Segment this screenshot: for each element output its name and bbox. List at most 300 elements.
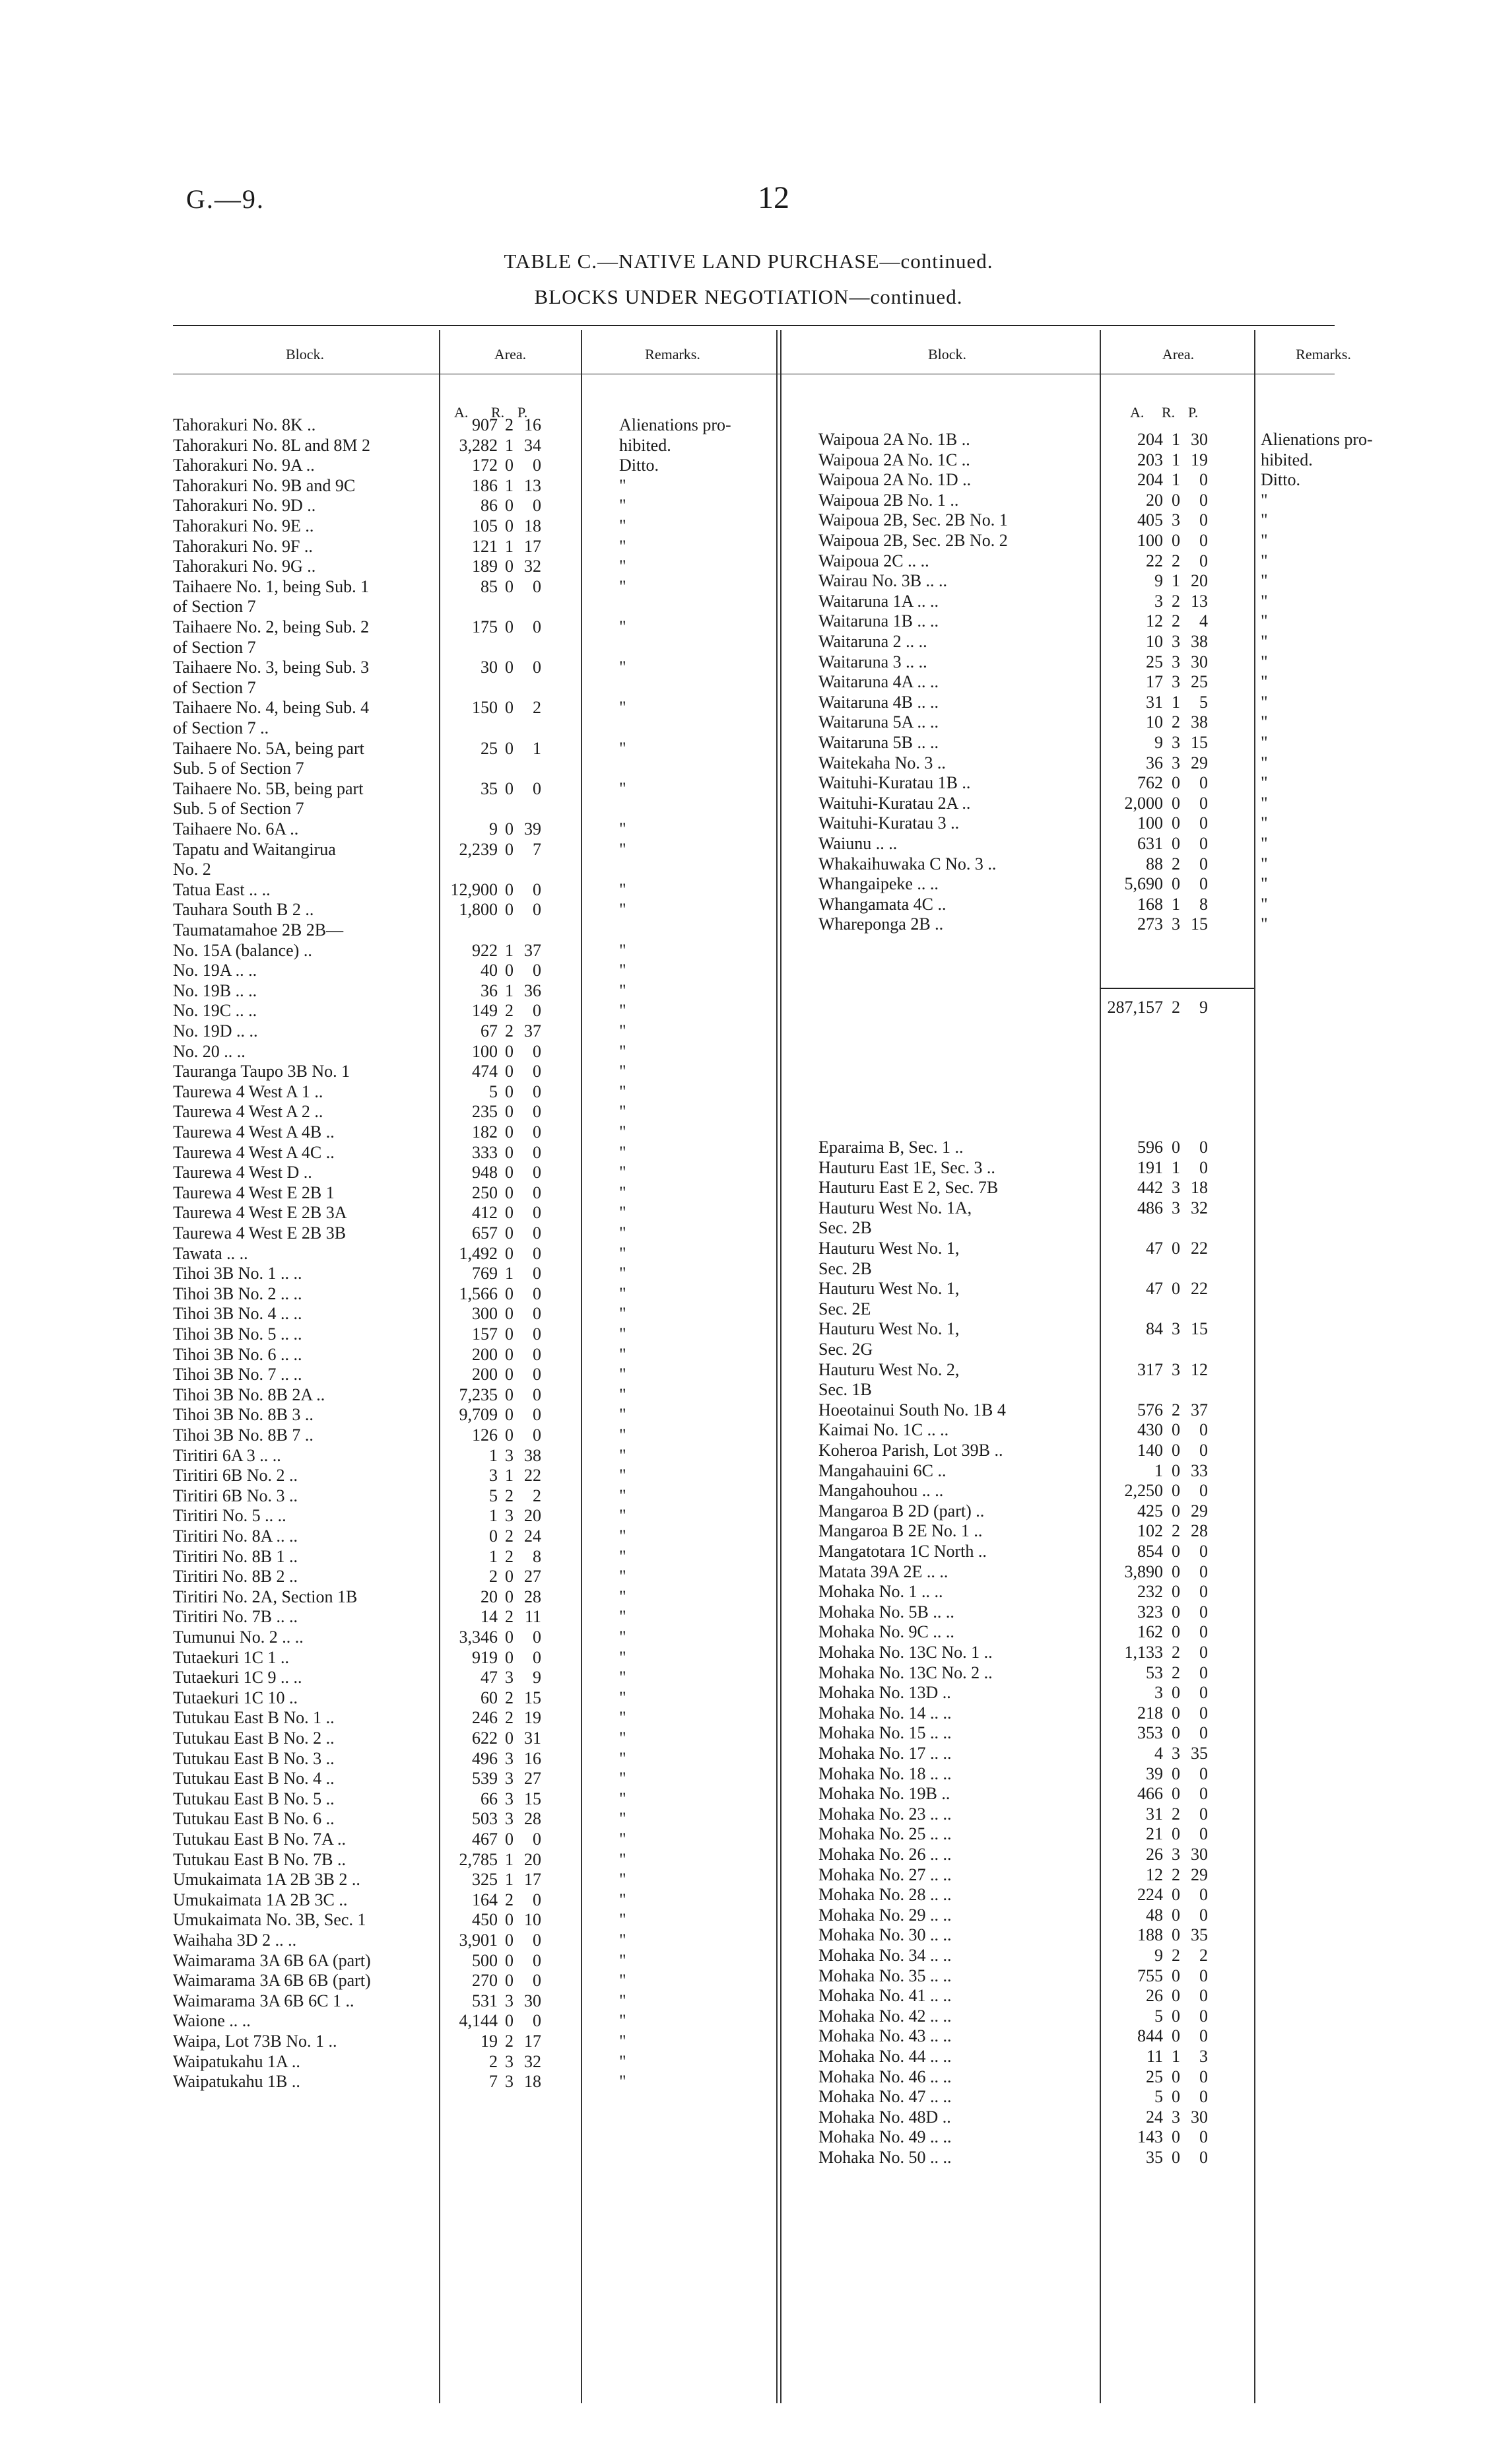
area-acres: 100 (1137, 813, 1163, 833)
area-roods: 0 (1172, 1420, 1180, 1440)
area-roods: 1 (505, 980, 514, 1000)
block-name: Sec. 2B (818, 1218, 872, 1238)
area-roods: 2 (1172, 1865, 1180, 1884)
block-name: Mohaka No. 50 .. .. (818, 2148, 952, 2167)
block-name: Waimarama 3A 6B 6B (part) (173, 1971, 371, 1991)
block-name: Taihaere No. 2, being Sub. 2 (173, 617, 370, 636)
area-roods: 0 (505, 1142, 514, 1162)
area-acres: 10 (1146, 712, 1163, 732)
area-acres: 353 (1137, 1723, 1163, 1743)
area-acres: 25 (481, 738, 498, 758)
area-perches: 0 (1199, 1986, 1208, 2006)
area-perches: 37 (524, 940, 541, 960)
block-name: Taihaere No. 1, being Sub. 1 (173, 576, 370, 596)
area-acres: 22 (1146, 551, 1163, 570)
area-roods: 0 (1172, 490, 1180, 510)
area-acres: 270 (472, 1971, 498, 1991)
area-perches: 0 (533, 1203, 541, 1223)
remarks: " (1261, 551, 1268, 570)
area-perches: 0 (533, 1344, 541, 1364)
block-name: Waitaruna 4A .. .. (818, 672, 939, 692)
area-roods: 2 (1172, 591, 1180, 611)
area-acres: 35 (481, 778, 498, 798)
remarks: " (619, 1324, 626, 1344)
block-name: Taurewa 4 West A 4C .. (173, 1142, 335, 1162)
remarks: " (619, 1001, 626, 1021)
area-perches: 28 (524, 1809, 541, 1829)
area-perches: 0 (533, 1041, 541, 1061)
area-acres: 405 (1137, 510, 1163, 530)
block-name: Waitaruna 1B .. .. (818, 611, 939, 631)
area-acres: 5 (1154, 2006, 1163, 2026)
block-name: Tutukau East B No. 3 .. (173, 1748, 335, 1768)
area-acres: 66 (481, 1789, 498, 1808)
area-roods: 0 (1172, 2006, 1180, 2026)
area-acres: 48 (1146, 1905, 1163, 1925)
area-perches: 27 (524, 1769, 541, 1789)
block-name: Matata 39A 2E .. .. (818, 1561, 948, 1581)
area-perches: 37 (1191, 1400, 1208, 1420)
area-roods: 0 (505, 1405, 514, 1425)
block-name: Waituhi-Kuratau 2A .. (818, 793, 971, 813)
remarks: " (619, 1830, 626, 1849)
area-perches: 13 (1191, 591, 1208, 611)
block-name: Mangahouhou .. .. (818, 1481, 944, 1501)
area-perches: 24 (524, 1526, 541, 1546)
block-name: Taihaere No. 4, being Sub. 4 (173, 698, 370, 718)
vrule-1 (439, 330, 440, 2403)
area-roods: 0 (1172, 1582, 1180, 1602)
block-name: Waituhi-Kuratau 1B .. (818, 773, 971, 793)
area-perches: 15 (524, 1789, 541, 1808)
area-roods: 0 (505, 879, 514, 899)
area-roods: 3 (1172, 1178, 1180, 1198)
remarks: " (619, 1991, 626, 2010)
block-name: Mohaka No. 15 .. .. (818, 1723, 952, 1743)
area-perches: 0 (533, 617, 541, 636)
area-perches: 0 (533, 1385, 541, 1404)
block-name: Kaimai No. 1C .. .. (818, 1420, 949, 1440)
area-acres: 246 (472, 1708, 498, 1728)
area-acres: 100 (1137, 531, 1163, 550)
vrule-2 (581, 330, 582, 2403)
block-name: Tihoi 3B No. 8B 2A .. (173, 1385, 325, 1404)
block-name: Hauturu West No. 1, (818, 1239, 960, 1258)
area-roods: 0 (505, 1830, 514, 1849)
remarks: " (619, 1062, 626, 1081)
remarks: " (1261, 510, 1268, 530)
block-name: Tiritiri No. 8B 1 .. (173, 1546, 298, 1566)
area-acres: 450 (472, 1910, 498, 1930)
area-roods: 0 (505, 778, 514, 798)
remarks: " (1261, 834, 1268, 853)
area-perches: 30 (1191, 430, 1208, 449)
area-perches: 32 (524, 2051, 541, 2071)
area-acres: 11 (1146, 2047, 1163, 2066)
area-perches: 5 (1199, 692, 1208, 712)
area-perches: 0 (533, 1264, 541, 1283)
remarks: " (619, 1688, 626, 1707)
area-roods: 0 (505, 1647, 514, 1667)
area-roods: 3 (1172, 753, 1180, 772)
area-roods: 2 (505, 1001, 514, 1021)
area-roods: 0 (505, 496, 514, 516)
block-name: Mohaka No. 48D .. (818, 2107, 951, 2127)
remarks: " (619, 1607, 626, 1627)
block-name: Sub. 5 of Section 7 (173, 799, 304, 819)
area-roods: 0 (505, 839, 514, 859)
area-acres: 442 (1137, 1178, 1163, 1198)
block-name: Tawata .. .. (173, 1243, 248, 1263)
area-roods: 3 (505, 1769, 514, 1789)
remarks: " (619, 1041, 626, 1061)
area-acres: 755 (1137, 1966, 1163, 1985)
area-perches: 0 (1199, 551, 1208, 570)
area-roods: 0 (1172, 1784, 1180, 1804)
block-name: Taihaere No. 5B, being part (173, 778, 364, 798)
area-roods: 1 (505, 1264, 514, 1283)
area-perches: 18 (1191, 1178, 1208, 1198)
area-roods: 0 (505, 617, 514, 636)
area-roods: 0 (505, 1122, 514, 1142)
area-acres: 1,566 (459, 1283, 498, 1303)
area-acres: 191 (1137, 1157, 1163, 1177)
block-name: Tahorakuri No. 8K .. (173, 415, 316, 434)
block-name: No. 19B .. .. (173, 980, 257, 1000)
area-acres: 287,157 (1107, 998, 1163, 1017)
area-perches: 0 (1199, 1420, 1208, 1440)
col-area-left: Area. (494, 346, 527, 362)
area-roods: 0 (505, 1304, 514, 1324)
area-acres: 164 (472, 1890, 498, 1909)
col-area-right: Area. (1162, 346, 1195, 362)
block-name: Tahorakuri No. 9G .. (173, 557, 316, 576)
area-roods: 0 (505, 1365, 514, 1385)
area-perches: 15 (1191, 733, 1208, 752)
area-acres: 40 (481, 961, 498, 980)
area-acres: 300 (472, 1304, 498, 1324)
remarks: " (619, 1931, 626, 1950)
area-acres: 854 (1137, 1542, 1163, 1561)
block-name: Waipoua 2A No. 1B .. (818, 430, 970, 449)
block-name: Tahorakuri No. 9E .. (173, 516, 314, 535)
block-name: Mohaka No. 13C No. 2 .. (818, 1662, 993, 1682)
area-acres: 31 (1146, 1804, 1163, 1824)
table-title: TABLE C.—NATIVE LAND PURCHASE—continued. (504, 250, 993, 273)
area-roods: 2 (505, 1526, 514, 1546)
remarks: " (619, 2011, 626, 2031)
area-perches: 0 (1199, 813, 1208, 833)
area-acres: 84 (1146, 1319, 1163, 1339)
area-acres: 188 (1137, 1925, 1163, 1945)
total-rule (1100, 988, 1254, 989)
block-name: Mohaka No. 49 .. .. (818, 2127, 952, 2147)
area-acres: 9 (1154, 733, 1163, 752)
remarks: " (619, 1021, 626, 1041)
area-perches: 0 (533, 1405, 541, 1425)
area-acres: 200 (472, 1344, 498, 1364)
area-roods: 0 (505, 1587, 514, 1606)
area-acres: 19 (481, 2032, 498, 2051)
area-perches: 16 (524, 415, 541, 434)
area-roods: 0 (505, 1344, 514, 1364)
area-perches: 0 (1199, 1561, 1208, 1581)
area-perches: 2 (533, 1486, 541, 1505)
area-acres: 47 (1146, 1239, 1163, 1258)
area-roods: 0 (505, 698, 514, 718)
area-acres: 496 (472, 1748, 498, 1768)
area-roods: 2 (505, 1708, 514, 1728)
area-perches: 35 (1191, 1925, 1208, 1945)
area-roods: 3 (1172, 914, 1180, 934)
area-roods: 0 (505, 658, 514, 677)
remarks: " (619, 576, 626, 596)
area-roods: 0 (505, 1102, 514, 1122)
area-roods: 0 (1172, 834, 1180, 853)
block-name: Tutaekuri 1C 9 .. .. (173, 1668, 302, 1688)
block-name: Taurewa 4 West D .. (173, 1163, 312, 1182)
block-name: Waitaruna 1A .. .. (818, 591, 939, 611)
area-acres: 143 (1137, 2127, 1163, 2147)
area-acres: 47 (481, 1668, 498, 1688)
col-block-left: Block. (285, 346, 325, 362)
remarks: " (619, 1466, 626, 1486)
area-acres: 235 (472, 1102, 498, 1122)
area-acres: 430 (1137, 1420, 1163, 1440)
area-acres: 60 (481, 1688, 498, 1707)
block-name: Mohaka No. 30 .. .. (818, 1925, 952, 1945)
remarks: " (619, 1203, 626, 1223)
area-acres: 31 (1146, 692, 1163, 712)
area-acres: 531 (472, 1991, 498, 2010)
area-perches: 0 (533, 1142, 541, 1162)
area-roods: 0 (505, 2011, 514, 2031)
document-code: G.—9. (186, 184, 265, 214)
block-name: Tihoi 3B No. 2 .. .. (173, 1283, 302, 1303)
area-acres: 325 (472, 1870, 498, 1890)
area-roods: 0 (1172, 1763, 1180, 1783)
area-roods: 2 (505, 1486, 514, 1505)
area-perches: 0 (533, 1182, 541, 1202)
area-perches: 29 (1191, 753, 1208, 772)
area-perches: 25 (1191, 672, 1208, 692)
block-name: Waitaruna 4B .. .. (818, 692, 939, 712)
area-perches: 0 (1199, 490, 1208, 510)
table-subtitle: BLOCKS UNDER NEGOTIATION—continued. (534, 285, 963, 308)
area-roods: 0 (505, 1182, 514, 1202)
remarks: " (619, 1445, 626, 1465)
block-name: Tutukau East B No. 1 .. (173, 1708, 335, 1728)
area-acres: 333 (472, 1142, 498, 1162)
remarks: " (619, 961, 626, 980)
block-name: Mohaka No. 41 .. .. (818, 1986, 952, 2006)
area-acres: 189 (472, 557, 498, 576)
block-name: Tihoi 3B No. 8B 7 .. (173, 1425, 314, 1445)
area-acres: 14 (481, 1607, 498, 1627)
area-perches: 22 (1191, 1279, 1208, 1299)
area-roods: 3 (505, 1991, 514, 2010)
area-perches: 31 (524, 1728, 541, 1748)
area-acres: 47 (1146, 1279, 1163, 1299)
remarks: " (619, 1546, 626, 1566)
remarks: " (619, 900, 626, 920)
area-roods: 2 (505, 2032, 514, 2051)
area-roods: 3 (1172, 1198, 1180, 1217)
block-name: Mohaka No. 25 .. .. (818, 1824, 952, 1844)
remarks: " (619, 1708, 626, 1728)
area-perches: 0 (1199, 1602, 1208, 1622)
area-roods: 0 (505, 1203, 514, 1223)
block-name: Taurewa 4 West A 1 .. (173, 1081, 323, 1101)
area-perches: 0 (533, 1425, 541, 1445)
block-name: Tihoi 3B No. 1 .. .. (173, 1264, 302, 1283)
area-perches: 0 (533, 576, 541, 596)
block-name: Taumatamahoe 2B 2B— (173, 920, 344, 940)
remarks: " (619, 1567, 626, 1587)
area-perches: 0 (1199, 1481, 1208, 1501)
area-perches: 0 (1199, 2006, 1208, 2026)
area-roods: 0 (505, 1041, 514, 1061)
area-perches: 0 (533, 1971, 541, 1991)
area-perches: 0 (1199, 2087, 1208, 2107)
remarks: " (1261, 490, 1268, 510)
block-name: Tatua East .. .. (173, 879, 271, 899)
remarks: " (619, 940, 626, 960)
area-perches: 0 (1199, 1542, 1208, 1561)
area-perches: 0 (1199, 834, 1208, 853)
area-acres: 12,900 (450, 879, 498, 899)
area-acres: 273 (1137, 914, 1163, 934)
vrule-5 (1254, 330, 1255, 2403)
block-name: Mohaka No. 27 .. .. (818, 1865, 952, 1884)
block-name: Mohaka No. 17 .. .. (818, 1744, 952, 1763)
area-roods: 2 (1172, 1643, 1180, 1662)
block-name: Tiritiri No. 2A, Section 1B (173, 1587, 358, 1606)
remarks: " (619, 1385, 626, 1404)
area-acres: 21 (1146, 1824, 1163, 1844)
block-name: Waipoua 2A No. 1C .. (818, 450, 970, 469)
area-perches: 38 (524, 1445, 541, 1465)
area-roods: 2 (505, 1546, 514, 1566)
remarks: " (619, 475, 626, 495)
remarks: " (1261, 894, 1268, 914)
area-acres: 86 (481, 496, 498, 516)
block-name: Mangatotara 1C North .. (818, 1542, 987, 1561)
subhead-r-left: R. (491, 404, 505, 421)
area-roods: 1 (505, 940, 514, 960)
area-perches: 16 (524, 1748, 541, 1768)
block-name: Taurewa 4 West E 2B 3B (173, 1223, 347, 1243)
area-perches: 0 (533, 1001, 541, 1021)
area-perches: 36 (524, 980, 541, 1000)
area-roods: 0 (505, 1931, 514, 1950)
area-roods: 0 (1172, 1683, 1180, 1703)
area-acres: 948 (472, 1163, 498, 1182)
area-acres: 500 (472, 1950, 498, 1970)
area-roods: 0 (1172, 2067, 1180, 2086)
area-acres: 323 (1137, 1602, 1163, 1622)
subhead-p-right: P. (1188, 404, 1199, 421)
block-name: Tapatu and Waitangirua (173, 839, 336, 859)
block-name: No. 19D .. .. (173, 1021, 258, 1041)
area-perches: 0 (533, 1931, 541, 1950)
block-name: Tumunui No. 2 .. .. (173, 1627, 304, 1647)
area-perches: 0 (1199, 510, 1208, 530)
area-perches: 0 (1199, 854, 1208, 873)
area-roods: 0 (1172, 773, 1180, 793)
remarks: " (619, 839, 626, 859)
area-roods: 0 (1172, 1986, 1180, 2006)
block-name: Waituhi-Kuratau 3 .. (818, 813, 960, 833)
area-roods: 2 (1172, 1946, 1180, 1965)
area-roods: 2 (1172, 551, 1180, 570)
area-perches: 0 (1199, 773, 1208, 793)
area-perches: 0 (533, 1324, 541, 1344)
block-name: Mohaka No. 28 .. .. (818, 1885, 952, 1905)
area-acres: 9,709 (459, 1405, 498, 1425)
block-name: Waitaruna 3 .. .. (818, 652, 927, 671)
area-perches: 0 (533, 1304, 541, 1324)
block-name: Mohaka No. 14 .. .. (818, 1703, 952, 1723)
subhead-p-left: P. (517, 404, 528, 421)
block-name: Taihaere No. 5A, being part (173, 738, 364, 758)
area-acres: 12 (1146, 1865, 1163, 1884)
remarks: " (619, 536, 626, 556)
area-perches: 37 (524, 1021, 541, 1041)
block-name: Mohaka No. 18 .. .. (818, 1763, 952, 1783)
area-acres: 172 (472, 456, 498, 475)
block-name: Waipoua 2B No. 1 .. (818, 490, 959, 510)
block-name: Tahorakuri No. 9A .. (173, 456, 315, 475)
remarks: " (619, 819, 626, 838)
vrule-4 (1100, 330, 1101, 2403)
remarks: " (1261, 712, 1268, 732)
remarks: " (619, 1344, 626, 1364)
area-roods: 0 (1172, 1501, 1180, 1521)
block-name: Tauhara South B 2 .. (173, 900, 314, 920)
area-roods: 3 (505, 1668, 514, 1688)
block-name: Sec. 2B (818, 1258, 872, 1278)
area-perches: 9 (1199, 998, 1208, 1017)
area-roods: 0 (505, 961, 514, 980)
area-perches: 0 (1199, 470, 1208, 490)
area-roods: 0 (505, 1950, 514, 1970)
area-roods: 0 (1172, 1239, 1180, 1258)
area-roods: 3 (1172, 1319, 1180, 1339)
area-roods: 3 (505, 1506, 514, 1526)
area-roods: 3 (1172, 652, 1180, 671)
block-name: Tihoi 3B No. 6 .. .. (173, 1344, 302, 1364)
area-acres: 218 (1137, 1703, 1163, 1723)
block-name: Mangahauini 6C .. (818, 1460, 947, 1480)
block-name: Hauturu East 1E, Sec. 3 .. (818, 1157, 995, 1177)
area-roods: 0 (1172, 1703, 1180, 1723)
area-acres: 12 (1146, 611, 1163, 631)
area-acres: 20 (481, 1587, 498, 1606)
area-perches: 28 (524, 1587, 541, 1606)
area-acres: 1 (489, 1445, 498, 1465)
area-perches: 0 (533, 1163, 541, 1182)
remarks: " (619, 1243, 626, 1263)
area-roods: 0 (1172, 1824, 1180, 1844)
block-name: Wairau No. 3B .. .. (818, 571, 948, 591)
remarks: " (1261, 753, 1268, 772)
area-roods: 0 (1172, 1723, 1180, 1743)
area-acres: 85 (481, 576, 498, 596)
area-perches: 29 (1191, 1501, 1208, 1521)
block-name: Mohaka No. 43 .. .. (818, 2026, 952, 2046)
area-roods: 0 (1172, 1966, 1180, 1985)
